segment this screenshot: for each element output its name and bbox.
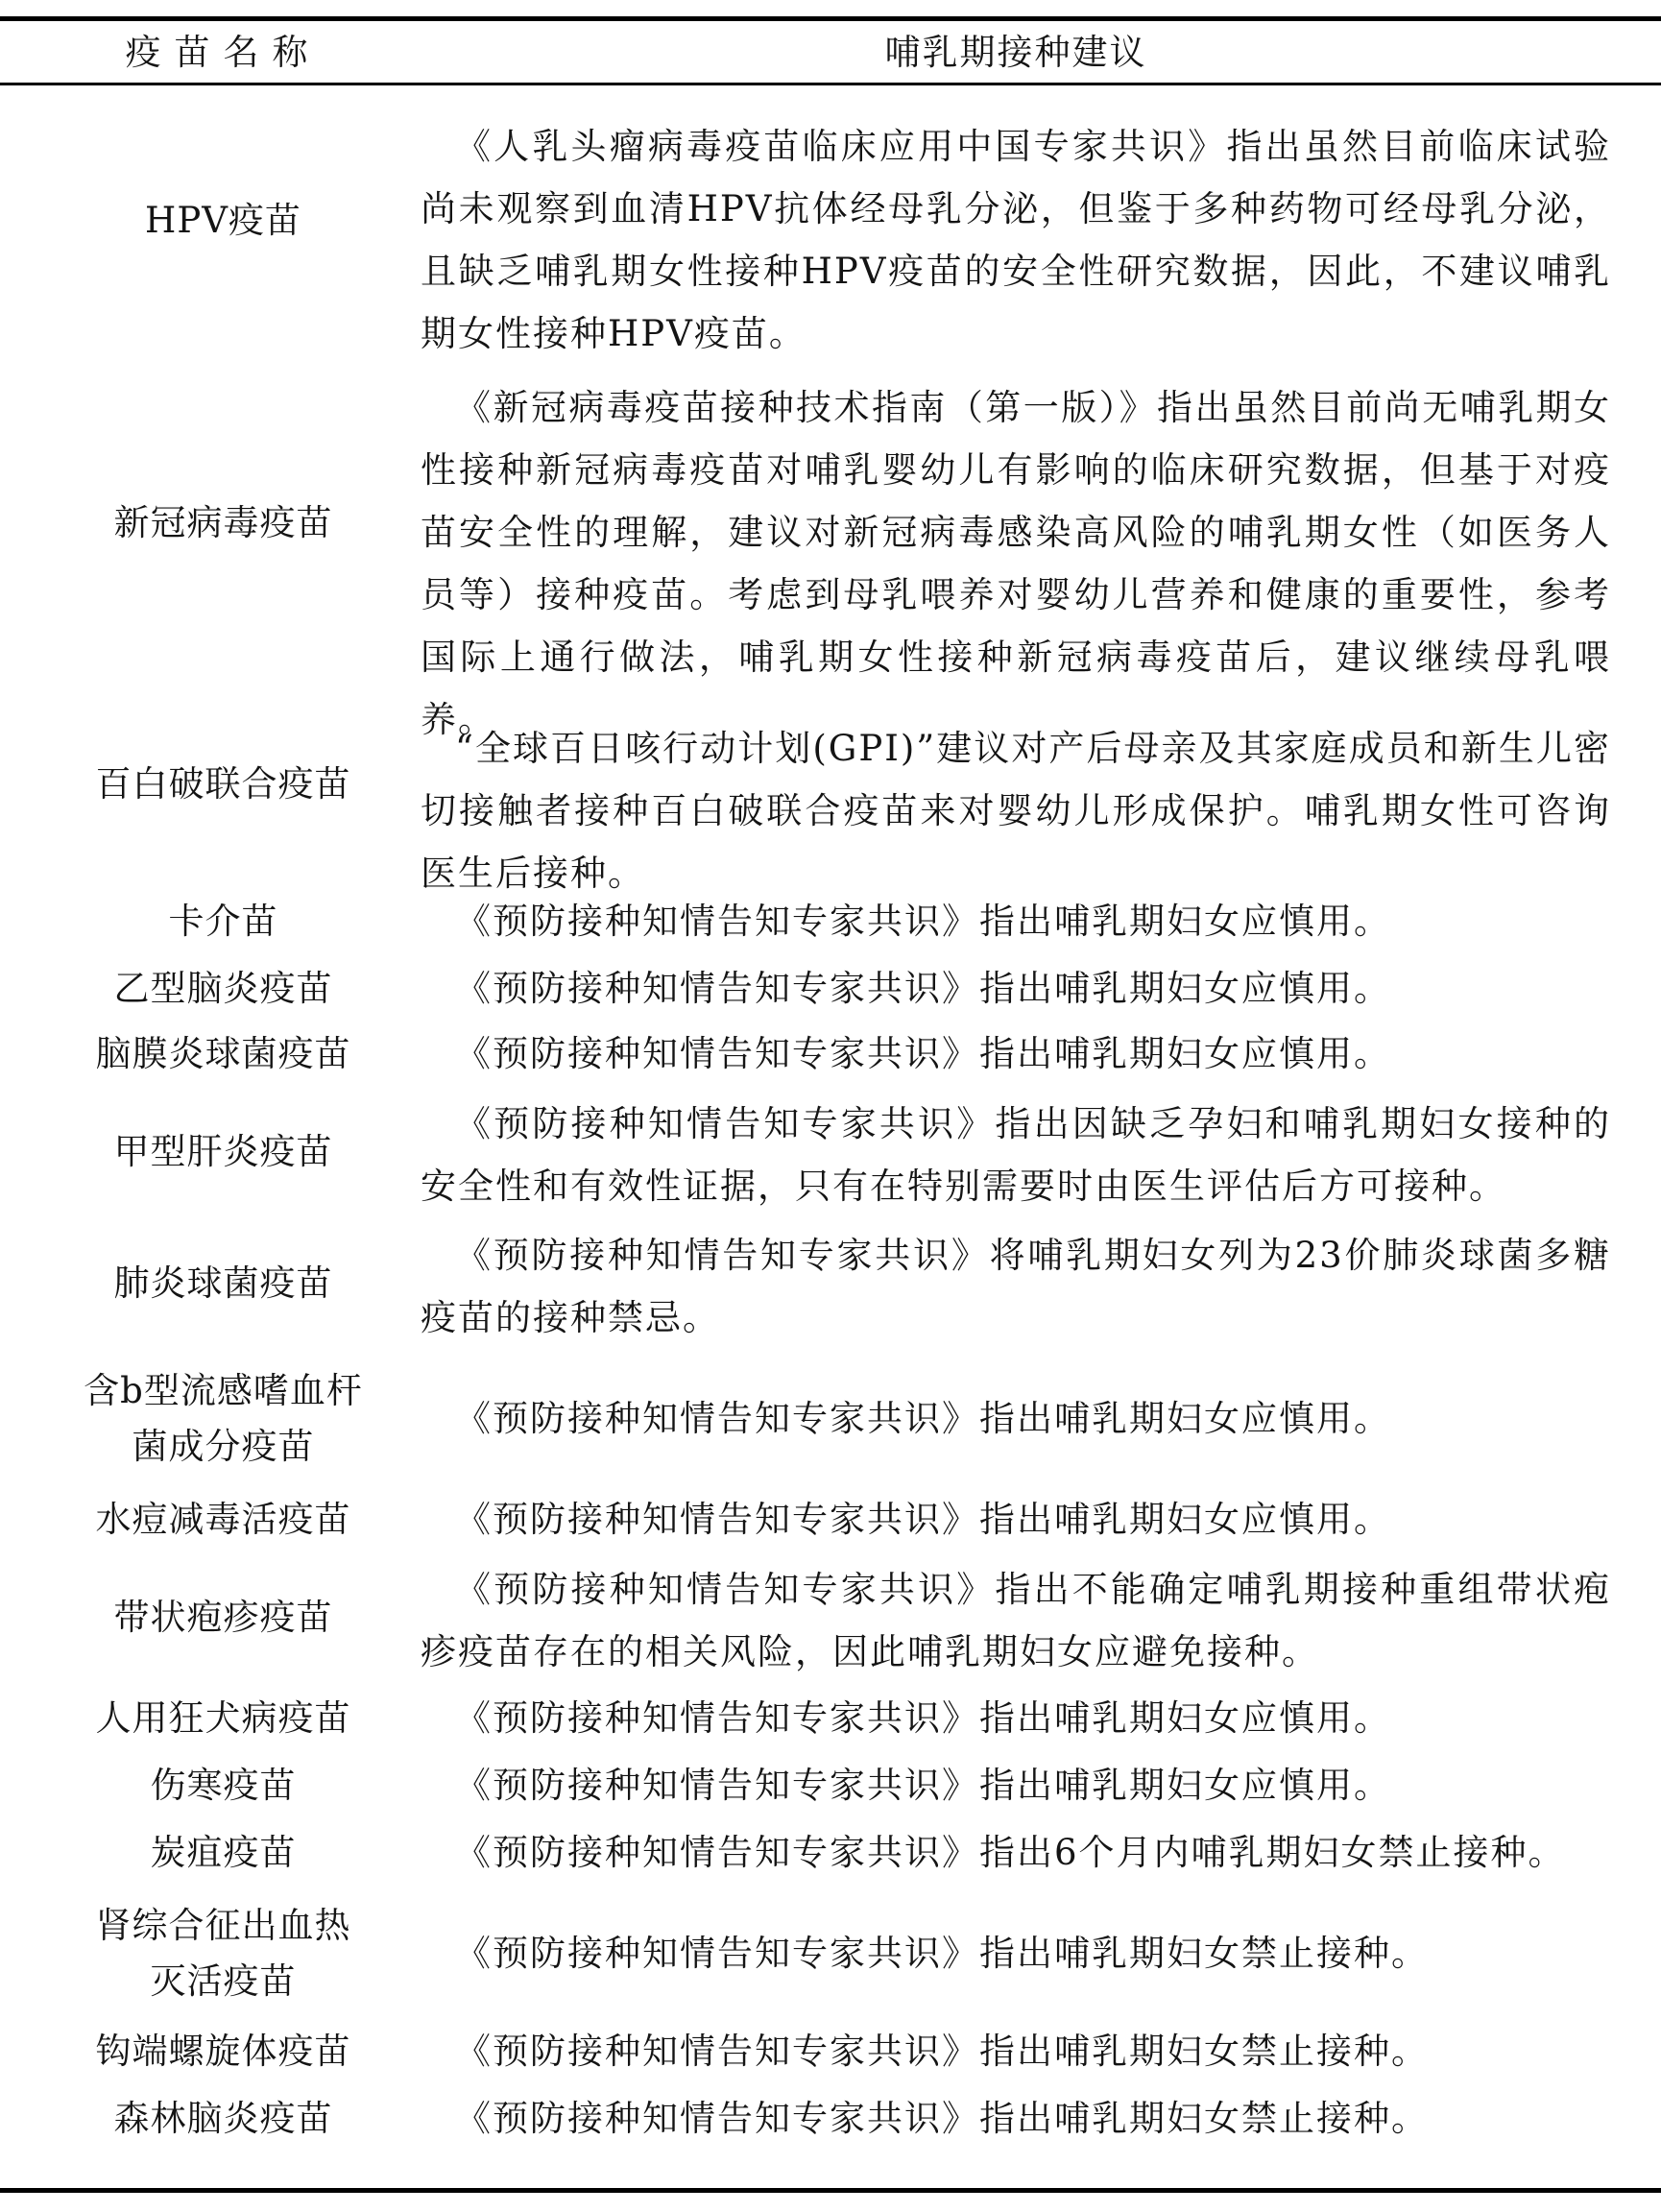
table-row-advice: 《预防接种知情告知专家共识》指出6个月内哺乳期妇女禁止接种。: [455, 1832, 1566, 1873]
table-bottom-rule: [0, 2188, 1661, 2193]
table-row-name: 带状疱疹疫苗: [113, 1597, 333, 1638]
table-row-advice: 《预防接种知情告知专家共识》指出因缺乏孕妇和哺乳期妇女接种的安全性和有效性证据，只有在特别需要时由医生评估后方可接种。: [421, 1103, 1611, 1207]
table-top-rule: [0, 16, 1661, 21]
table-row-name: 肾综合征出血热灭活疫苗: [95, 1905, 351, 2002]
table-row-name: 伤寒疫苗: [150, 1765, 297, 1806]
table-row-name: 水痘减毒活疫苗: [95, 1499, 351, 1540]
table-row-advice: 《预防接种知情告知专家共识》将哺乳期妇女列为23价肺炎球菌多糖疫苗的接种禁忌。: [421, 1235, 1611, 1338]
table-header-rule: [0, 83, 1661, 85]
table-row-name: 含b型流感嗜血杆菌成分疫苗: [84, 1370, 363, 1467]
table-row-name: 钩端螺旋体疫苗: [95, 2031, 351, 2072]
table-row-advice: 《预防接种知情告知专家共识》指出哺乳期妇女应慎用。: [455, 1697, 1391, 1739]
table-row-advice: 《预防接种知情告知专家共识》指出哺乳期妇女应慎用。: [455, 901, 1391, 942]
table-row-name: 卡介苗: [168, 901, 278, 942]
table-row-advice: 《预防接种知情告知专家共识》指出哺乳期妇女应慎用。: [455, 1765, 1391, 1806]
table-row-advice: 《预防接种知情告知专家共识》指出哺乳期妇女应慎用。: [455, 1499, 1391, 1540]
table-row-name: 森林脑炎疫苗: [113, 2098, 333, 2139]
table-row-advice: 《预防接种知情告知专家共识》指出哺乳期妇女应慎用。: [455, 1033, 1391, 1074]
table-row-name: 炭疽疫苗: [150, 1832, 297, 1873]
table-row-name: 百白破联合疫苗: [95, 763, 351, 805]
table-row-advice: 《新冠病毒疫苗接种技术指南（第一版）》指出虽然目前尚无哺乳期女性接种新冠病毒疫苗对哺乳婴幼儿有影响的临床研究数据，但基于对疫苗安全性的理解，建议对新冠病毒感染高风险的哺乳期女性（如医务人员等）接种疫苗。考虑到母乳喂养对婴幼儿营养和健康的重要性，参考国际上通行做法，哺乳期女性接种新冠病毒疫苗后，建议继续母乳喂养。: [421, 387, 1611, 740]
table-row-name: HPV疫苗: [145, 200, 301, 241]
table-row-advice: 《预防接种知情告知专家共识》指出不能确定哺乳期接种重组带状疱疹疫苗存在的相关风险，因此哺乳期妇女应避免接种。: [421, 1569, 1611, 1672]
header-vaccine-name: 疫苗名称: [125, 32, 322, 73]
table-row-advice: 《预防接种知情告知专家共识》指出哺乳期妇女禁止接种。: [455, 2031, 1429, 2072]
table-row-name: 人用狂犬病疫苗: [95, 1697, 351, 1739]
table-row-name: 甲型肝炎疫苗: [113, 1131, 333, 1172]
table-row-advice: 《预防接种知情告知专家共识》指出哺乳期妇女禁止接种。: [455, 1933, 1429, 1974]
table-row-name: 肺炎球菌疫苗: [113, 1262, 333, 1304]
table-row-name: 新冠病毒疫苗: [113, 501, 333, 543]
table-row-name: 乙型脑炎疫苗: [113, 968, 333, 1009]
table-row-advice: 《预防接种知情告知专家共识》指出哺乳期妇女禁止接种。: [455, 2098, 1429, 2139]
table-row-advice: 《预防接种知情告知专家共识》指出哺乳期妇女应慎用。: [455, 968, 1391, 1009]
table-row-advice: 《预防接种知情告知专家共识》指出哺乳期妇女应慎用。: [455, 1398, 1391, 1439]
table-row-advice: 《人乳头瘤病毒疫苗临床应用中国专家共识》指出虽然目前临床试验尚未观察到血清HPV抗体经母乳分泌，但鉴于多种药物可经母乳分泌，且缺乏哺乳期女性接种HPV疫苗的安全性研究数据，因此，不建议哺乳期女性接种HPV疫苗。: [421, 126, 1611, 354]
table-row-name: 脑膜炎球菌疫苗: [95, 1033, 351, 1074]
table-row-advice: “全球百日咳行动计划(GPI)”建议对产后母亲及其家庭成员和新生儿密切接触者接种百白破联合疫苗来对婴幼儿形成保护。哺乳期女性可咨询医生后接种。: [421, 728, 1611, 894]
header-lactation-advice: 哺乳期接种建议: [884, 32, 1147, 73]
